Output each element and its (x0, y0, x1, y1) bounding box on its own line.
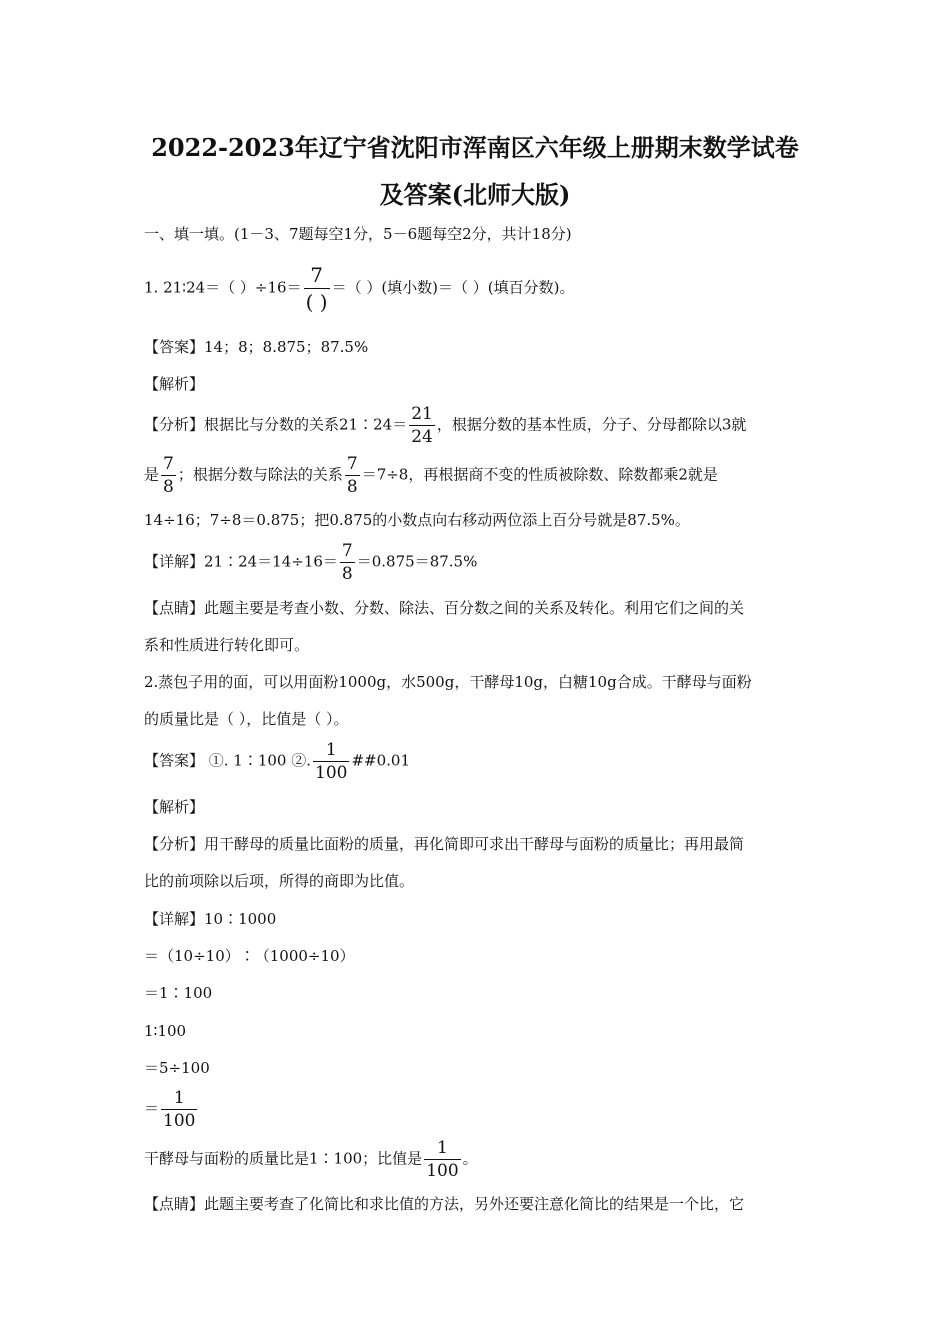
fraction-numerator: 7 (163, 454, 174, 474)
q1-detail-text: 【详解】21∶24＝14÷16＝ (144, 552, 338, 571)
q2-answer (144, 739, 410, 784)
q2-conclusion-fraction (424, 1137, 460, 1182)
q1-fraction (304, 262, 330, 315)
fraction-denominator: 8 (163, 477, 174, 497)
q2-detail-line2: ＝（10÷10）∶（1000÷10） (144, 947, 355, 965)
q1-analysis-text: ，根据分数的基本性质，分子、分母都除以3就 (436, 415, 747, 434)
q1-detail-text: ＝0.875＝87.5% (356, 552, 478, 571)
q1-analysis-text: ＝7÷8，再根据商不变的性质被除数、除数都乘2就是 (361, 465, 718, 484)
q2-detail-line5: ＝5÷100 (144, 1059, 210, 1077)
q2-detail-line1: 【详解】10∶1000 (144, 910, 277, 928)
q1-detail (144, 540, 477, 585)
q1-answer: 【答案】14；8；8.875；87.5% (144, 338, 369, 356)
fraction-denominator: 8 (341, 564, 353, 584)
q2-conclusion-text: 干酵母与面粉的质量比是1∶100；比值是 (144, 1149, 423, 1168)
q1-analysis-line3: 14÷16；7÷8＝0.875；把0.875的小数点向右移动两位添上百分号就是87.5%。 (144, 511, 690, 529)
q1-analysis-label: 【解析】 (144, 375, 205, 393)
fraction-denominator: 100 (163, 1111, 196, 1131)
q1-analysis-text: 是 (144, 465, 160, 484)
fraction-denominator: 100 (315, 763, 348, 783)
fraction-numerator: 7 (346, 454, 358, 474)
q1-analysis-text: 【分析】根据比与分数的关系21∶24＝ (144, 415, 408, 434)
q1-analysis-line1 (144, 403, 746, 448)
fraction-numerator: 1 (424, 1137, 460, 1160)
fraction-denominator: 8 (346, 477, 358, 497)
q1-detail-fraction (340, 540, 355, 585)
q1-analysis-line2 (144, 453, 718, 498)
q1-text-start: 1. 21∶24＝（ ）÷16＝ (144, 278, 302, 297)
page-title-continued: 及答案(北师大版) (379, 180, 571, 209)
q1-fraction-7-8 (161, 453, 176, 498)
q1-fraction-denominator: ( ) (305, 290, 328, 314)
q2-answer-text: 【答案】 ①. 1∶100 ②. (144, 751, 312, 770)
q1-fraction-7-8 (345, 453, 360, 498)
q2-conclusion (144, 1137, 478, 1182)
q1-analysis-text: ；根据分数与除法的关系 (177, 465, 343, 484)
page-title: 2022-2023年辽宁省沈阳市浑南区六年级上册期末数学试卷 (151, 133, 799, 162)
q2-detail-line4: 1∶100 (144, 1022, 187, 1040)
fraction-numerator: 1 (313, 739, 349, 762)
q2-text-line1: 2.蒸包子用的面，可以用面粉1000g，水500g，干酵母10g，白糖10g合成。干酵母与面粉 (144, 673, 752, 691)
q2-detail-text: ＝ (144, 1099, 160, 1118)
q1-comment-line2: 系和性质进行转化即可。 (144, 636, 310, 654)
q2-analysis-line2: 比的前项除以后项，所得的商即为比值。 (144, 872, 415, 890)
q2-comment: 【点睛】此题主要考查了化简比和求比值的方法，另外还要注意化简比的结果是一个比，它 (144, 1195, 745, 1213)
fraction-denominator: 100 (426, 1161, 459, 1181)
q2-detail-line6 (144, 1087, 199, 1132)
q1-text-end: ＝（ ）(填小数)＝（ ）(填百分数)。 (331, 278, 575, 297)
q2-text-line2: 的质量比是（ ），比值是（ ）。 (144, 710, 349, 728)
question-1 (144, 262, 575, 315)
q2-detail-fraction (161, 1087, 197, 1132)
q2-conclusion-text: 。 (462, 1149, 478, 1168)
q2-detail-line3: ＝1∶100 (144, 984, 213, 1002)
q2-answer-fraction (313, 739, 349, 784)
q2-answer-text: ##0.01 (351, 751, 411, 770)
q2-analysis-label: 【解析】 (144, 798, 205, 816)
q1-comment-line1: 【点睛】此题主要是考查小数、分数、除法、百分数之间的关系及转化。利用它们之间的关 (144, 599, 745, 617)
section-heading: 一、填一填。(1－3、7题每空1分，5－6题每空2分，共计18分) (144, 225, 572, 243)
fraction-numerator: 1 (161, 1087, 197, 1110)
fraction-denominator: 24 (411, 427, 433, 447)
fraction-numerator: 21 (411, 404, 433, 424)
fraction-numerator: 7 (341, 541, 353, 561)
q1-fraction-21-24 (409, 403, 435, 448)
q2-analysis-line1: 【分析】用干酵母的质量比面粉的质量，再化简即可求出干酵母与面粉的质量比；再用最简 (144, 835, 745, 853)
q1-fraction-numerator: 7 (304, 262, 330, 289)
